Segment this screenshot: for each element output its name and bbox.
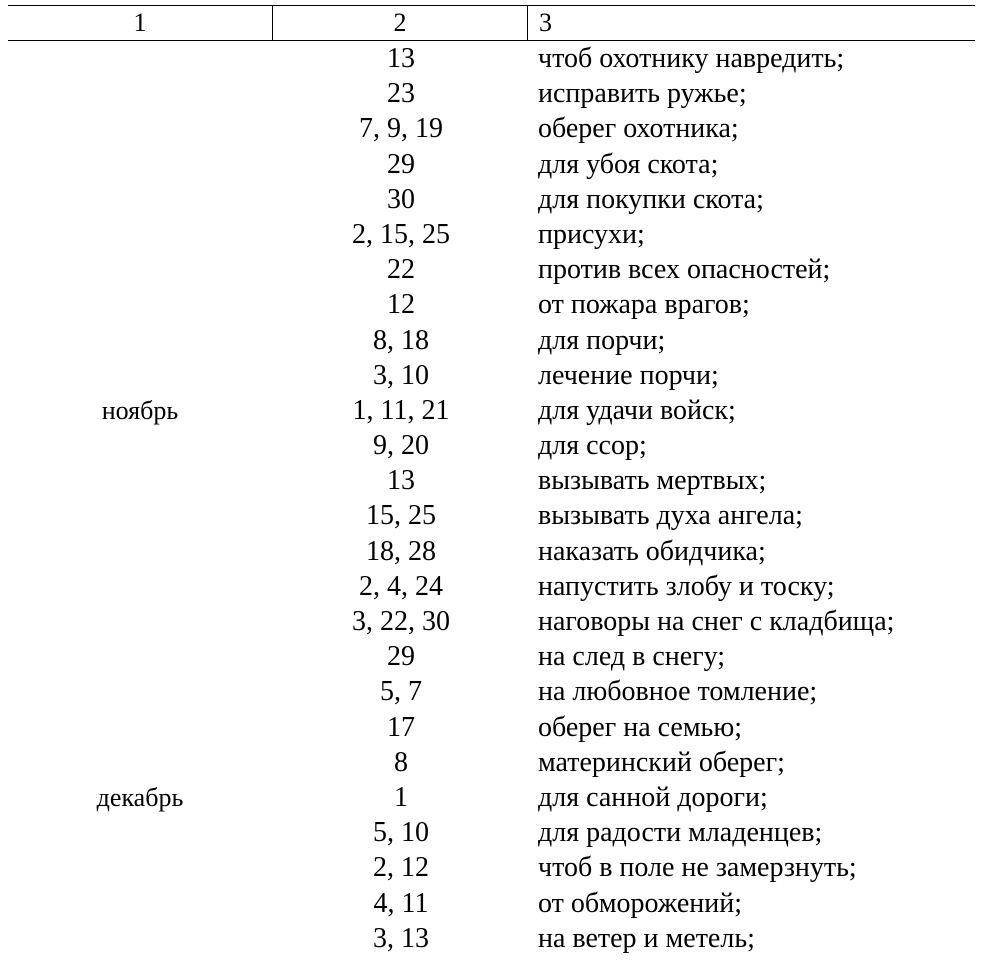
purpose-cell: материнский оберег;	[538, 746, 785, 778]
days-cell: 29	[387, 148, 415, 180]
table-row	[8, 393, 975, 428]
table-row	[8, 921, 975, 956]
table-row	[8, 850, 975, 885]
table-row	[8, 534, 975, 569]
table-row	[8, 569, 975, 604]
days-cell: 18, 28	[366, 535, 436, 567]
days-cell: 9, 20	[373, 430, 429, 462]
table-row	[8, 428, 975, 463]
days-cell: 5, 7	[380, 676, 422, 708]
days-cell: 1, 11, 21	[352, 394, 450, 426]
header-col-2: 2	[272, 6, 528, 40]
table-row	[8, 41, 975, 76]
days-cell: 3, 13	[373, 922, 429, 954]
days-cell: 1	[394, 781, 408, 813]
table-row	[8, 358, 975, 393]
purpose-cell: для радости младенцев;	[538, 817, 823, 849]
purpose-cell: чтоб в поле не замерзнуть;	[538, 852, 857, 884]
table-row	[8, 76, 975, 111]
days-cell: 23	[387, 78, 415, 110]
calendar-table	[8, 5, 975, 956]
table-row	[8, 815, 975, 850]
days-cell: 29	[387, 641, 415, 673]
purpose-cell: от обморожений;	[538, 887, 742, 919]
purpose-cell: чтоб охотнику навредить;	[538, 43, 845, 74]
purpose-cell: оберег на семью;	[538, 711, 743, 743]
table-row	[8, 111, 975, 146]
purpose-cell: от пожара врагов;	[538, 289, 750, 321]
purpose-cell: напустить злобу и тоску;	[538, 570, 835, 602]
days-cell: 4, 11	[373, 887, 429, 919]
purpose-cell: для убоя скота;	[538, 148, 719, 180]
table-row	[8, 886, 975, 921]
purpose-cell: вызывать мертвых;	[538, 465, 767, 497]
month-cell: декабрь	[96, 782, 184, 812]
purpose-cell: для удачи войск;	[538, 394, 736, 426]
purpose-cell: наговоры на снег с кладбища;	[538, 606, 895, 637]
days-cell: 3, 22, 30	[352, 606, 450, 637]
days-cell: 8, 18	[373, 324, 429, 356]
days-cell: 12	[387, 289, 415, 321]
days-cell: 8	[394, 746, 408, 778]
table-row	[8, 287, 975, 322]
table-row	[8, 745, 975, 780]
table-row	[8, 639, 975, 674]
purpose-cell: вызывать духа ангела;	[538, 500, 803, 532]
table-row	[8, 674, 975, 709]
days-cell: 30	[387, 183, 415, 215]
table-row	[8, 182, 975, 217]
table-header	[8, 5, 975, 41]
days-cell: 15, 25	[366, 500, 436, 532]
header-col-3: 3	[539, 8, 552, 37]
days-cell: 3, 10	[373, 359, 429, 391]
purpose-cell: на ветер и метель;	[538, 922, 755, 954]
table-row	[8, 252, 975, 287]
purpose-cell: для порчи;	[538, 324, 666, 356]
purpose-cell: лечение порчи;	[538, 359, 719, 391]
table-body	[8, 41, 975, 956]
days-cell: 5, 10	[373, 817, 429, 849]
header-col-1: 1	[133, 8, 147, 37]
purpose-cell: на любовное томление;	[538, 676, 818, 708]
days-cell: 22	[387, 254, 415, 286]
days-cell: 2, 12	[373, 852, 429, 884]
table-row	[8, 323, 975, 358]
purpose-cell: на след в снегу;	[538, 641, 726, 673]
purpose-cell: для ссор;	[538, 430, 647, 462]
purpose-cell: наказать обидчика;	[538, 535, 766, 567]
table-row	[8, 498, 975, 533]
month-cell: ноябрь	[101, 395, 179, 425]
table-row	[8, 147, 975, 182]
purpose-cell: исправить ружье;	[538, 78, 747, 110]
days-cell: 2, 15, 25	[352, 218, 450, 250]
purpose-cell: для санной дороги;	[538, 781, 768, 813]
table-row	[8, 217, 975, 252]
purpose-cell: для покупки скота;	[538, 183, 764, 215]
table-row	[8, 710, 975, 745]
table-row	[8, 604, 975, 639]
table-row	[8, 780, 975, 815]
days-cell: 13	[387, 43, 415, 74]
days-cell: 7, 9, 19	[359, 113, 443, 145]
days-cell: 2, 4, 24	[359, 570, 443, 602]
purpose-cell: присухи;	[538, 218, 645, 250]
purpose-cell: оберег охотника;	[538, 113, 739, 145]
table-row	[8, 463, 975, 498]
days-cell: 13	[387, 465, 415, 497]
days-cell: 17	[387, 711, 415, 743]
purpose-cell: против всех опасностей;	[538, 254, 831, 286]
